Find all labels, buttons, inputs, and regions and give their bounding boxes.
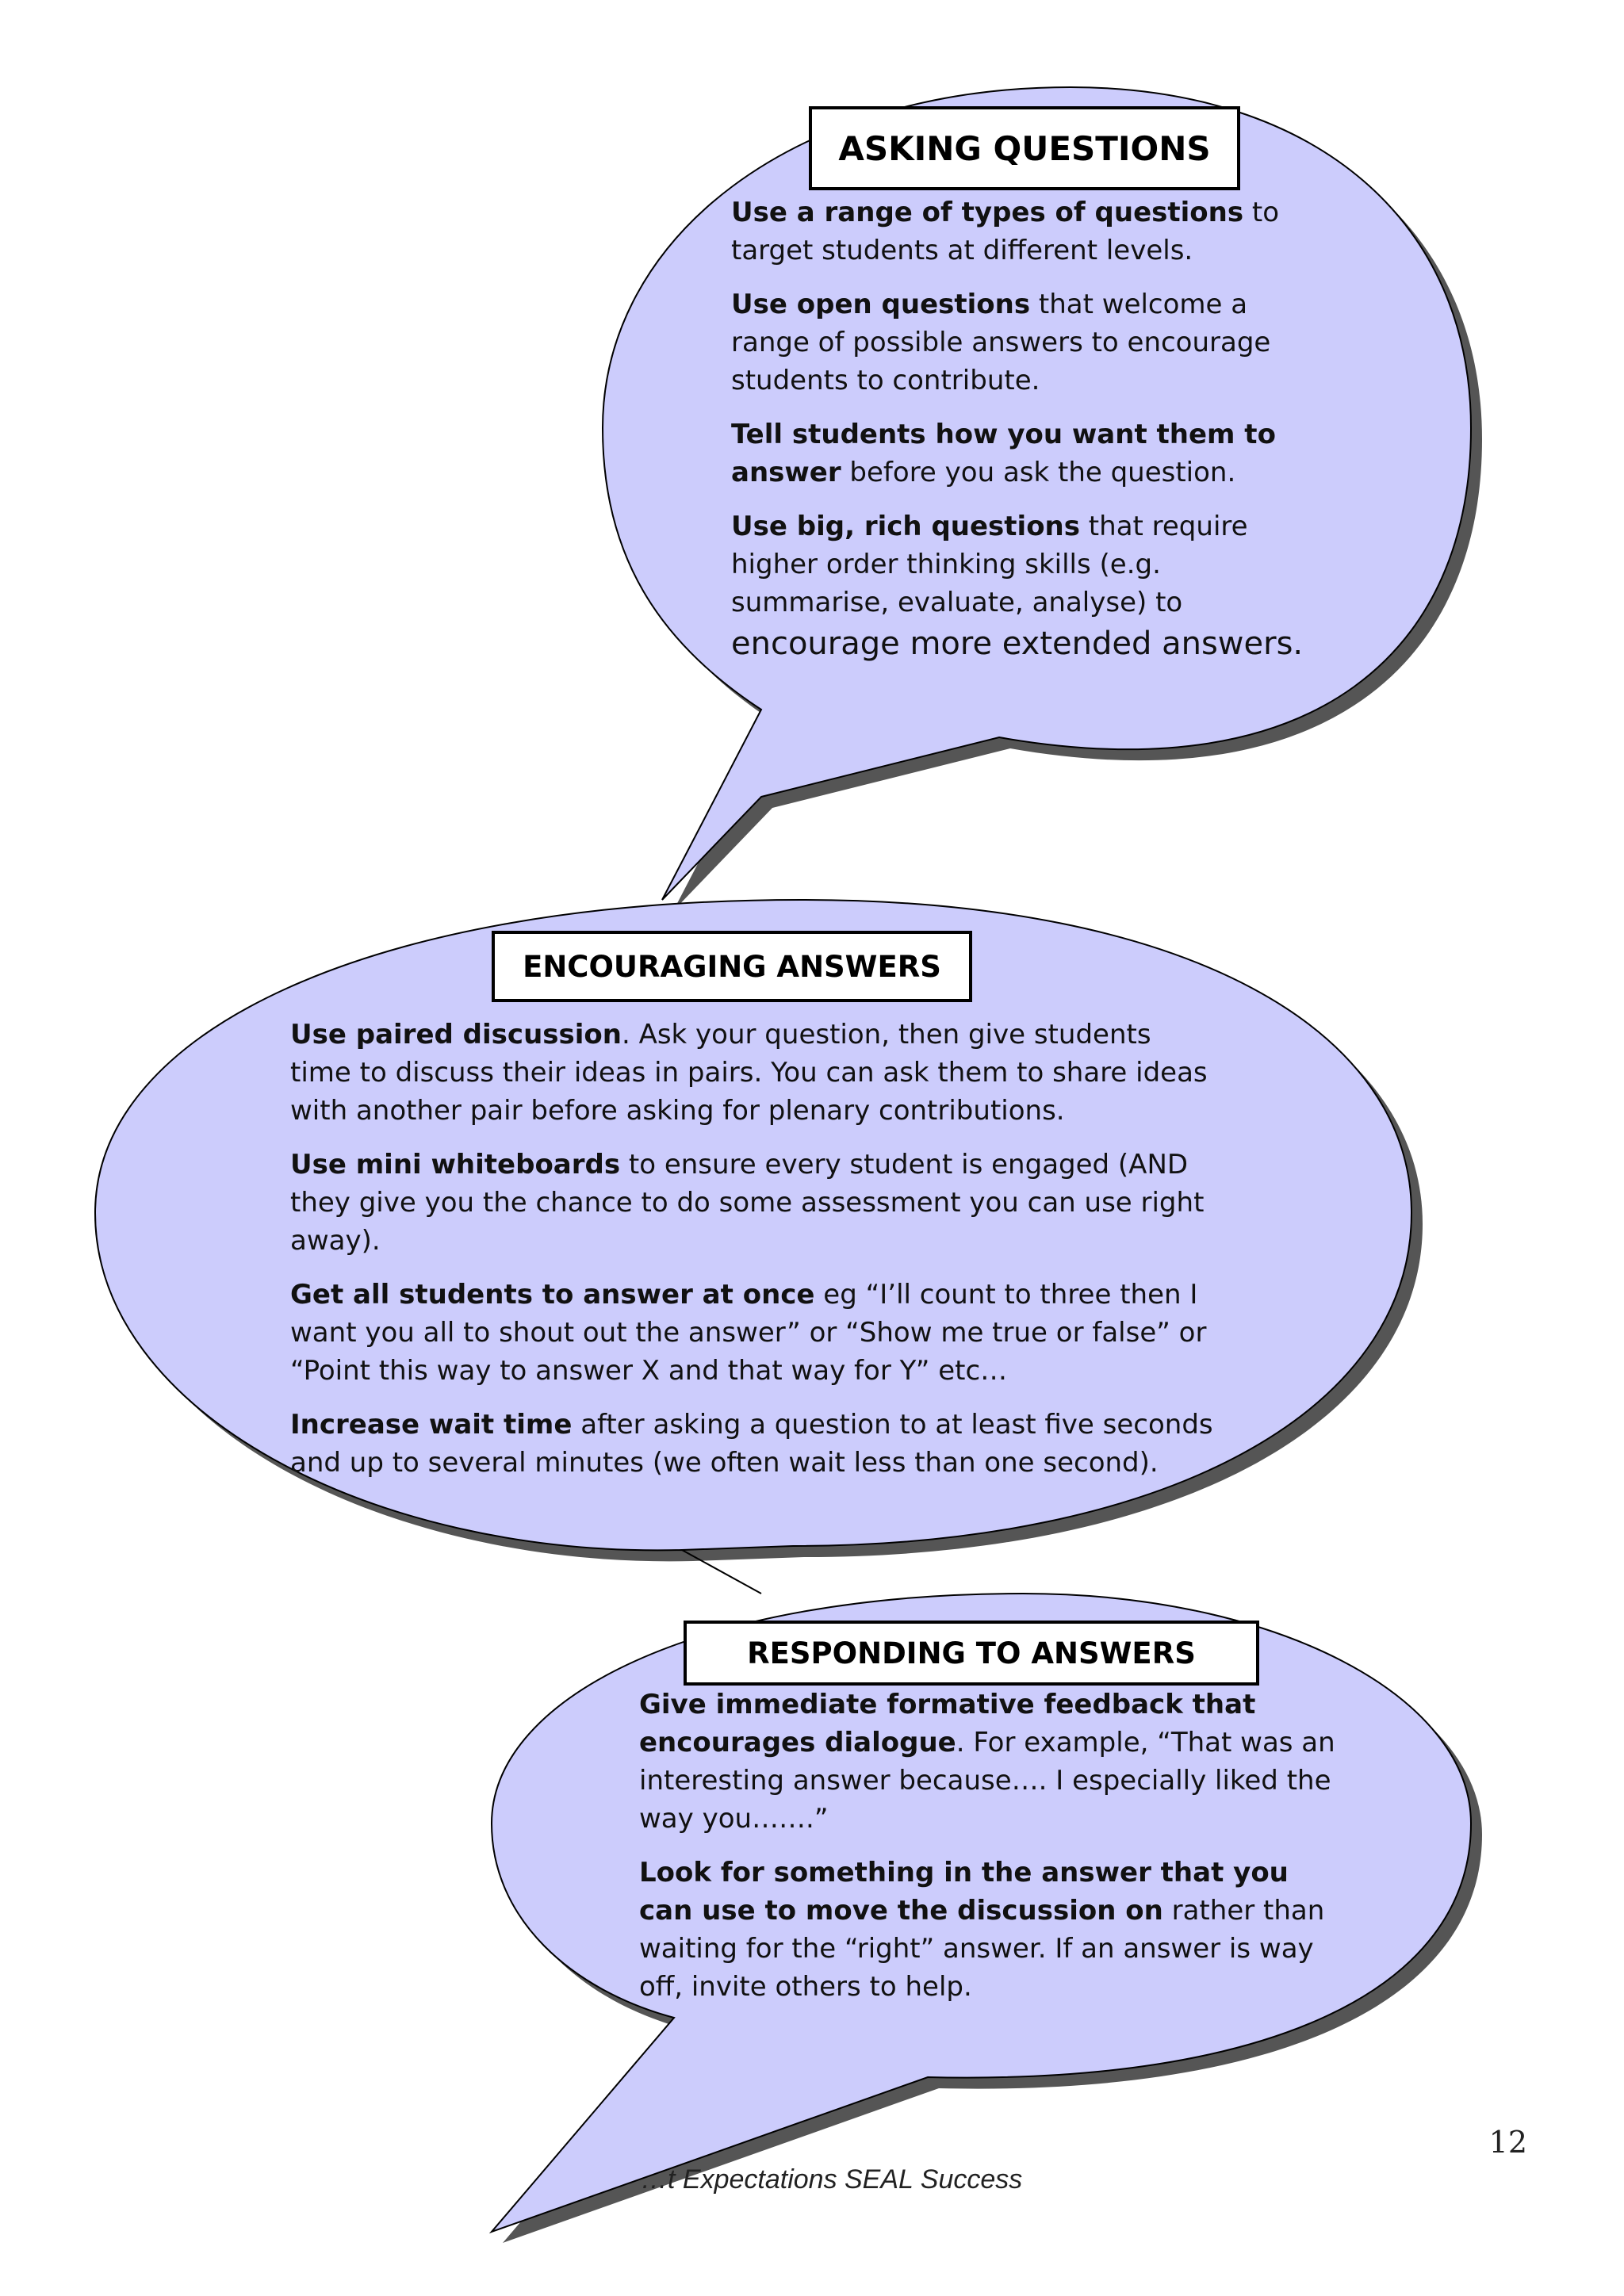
paragraph [290,1146,1218,1260]
paragraph [731,507,1318,666]
section-title-encouraging-answers [492,931,972,1002]
paragraph-body: after asking a question to at least five seconds and up to several minutes (we often wait less than one second). [290,1409,1213,1479]
paragraph [731,193,1318,270]
paragraph-body: to target students at different levels. [731,197,1280,266]
paragraph-body: rather than waiting for the “right” answer. If an answer is way off, invite others to help. [639,1895,1325,2003]
paragraph [731,285,1318,400]
paragraph-body: . For example, “That was an interesting answer because…. I especially liked the way you…….” [639,1727,1335,1835]
footer-text: …t Expectations SEAL Success [641,2164,1023,2195]
paragraph-lead: Use a range of types of questions [731,197,1244,228]
paragraph-lead: Get all students to answer at once [290,1279,815,1311]
paragraph [731,415,1318,492]
paragraph-lead: Look for something in the answer that you can use to move the discussion on [639,1857,1289,1927]
paragraph-lead: Use mini whiteboards [290,1149,621,1181]
paragraph-body: that welcome a range of possible answers to encourage students to contribute. [731,289,1271,396]
paragraph-body: to ensure every student is engaged (AND they give you the chance to do some assessment you can use right away). [290,1149,1205,1257]
section-title-text: ENCOURAGING ANSWERS [523,949,941,984]
paragraph [290,1016,1218,1130]
paragraph-body: that require higher order thinking skills (e.g. summarise, evaluate, analyse) to [731,511,1248,618]
section-title-text: ASKING QUESTIONS [838,128,1211,168]
paragraph-lead: Use big, rich questions [731,511,1080,542]
paragraph-emphasis: encourage more extended answers. [731,626,1304,662]
section-title-responding-to-answers [684,1621,1259,1686]
section-title-asking-questions [809,106,1240,190]
encouraging-answers-text [290,1016,1218,1498]
paragraph [639,1854,1337,2006]
asking-questions-text [731,193,1318,682]
page-number: 12 [1488,2125,1527,2160]
paragraph [639,1686,1337,1838]
paragraph-lead: Use paired discussion [290,1019,622,1050]
paragraph [290,1406,1218,1482]
paragraph-body: before you ask the question. [841,457,1236,488]
paragraph-lead: Tell students how you want them to answer [731,419,1276,488]
paragraph-lead: Use open questions [731,289,1031,320]
paragraph [290,1276,1218,1390]
section-title-text: RESPONDING TO ANSWERS [747,1636,1196,1670]
responding-to-answers-text [639,1686,1337,2022]
paragraph-lead: Increase wait time [290,1409,573,1441]
paragraph-body: . Ask your question, then give students time to discuss their ideas in pairs. You can ask them to share ideas with another pair before asking for plenary contributions. [290,1019,1208,1127]
paragraph-body: eg “I’ll count to three then I want you all to shout out the answer” or “Show me true or false” or “Point this way to answer X and that way for Y” etc… [290,1279,1207,1387]
paragraph-lead: Give immediate formative feedback that encourages dialogue [639,1689,1256,1758]
